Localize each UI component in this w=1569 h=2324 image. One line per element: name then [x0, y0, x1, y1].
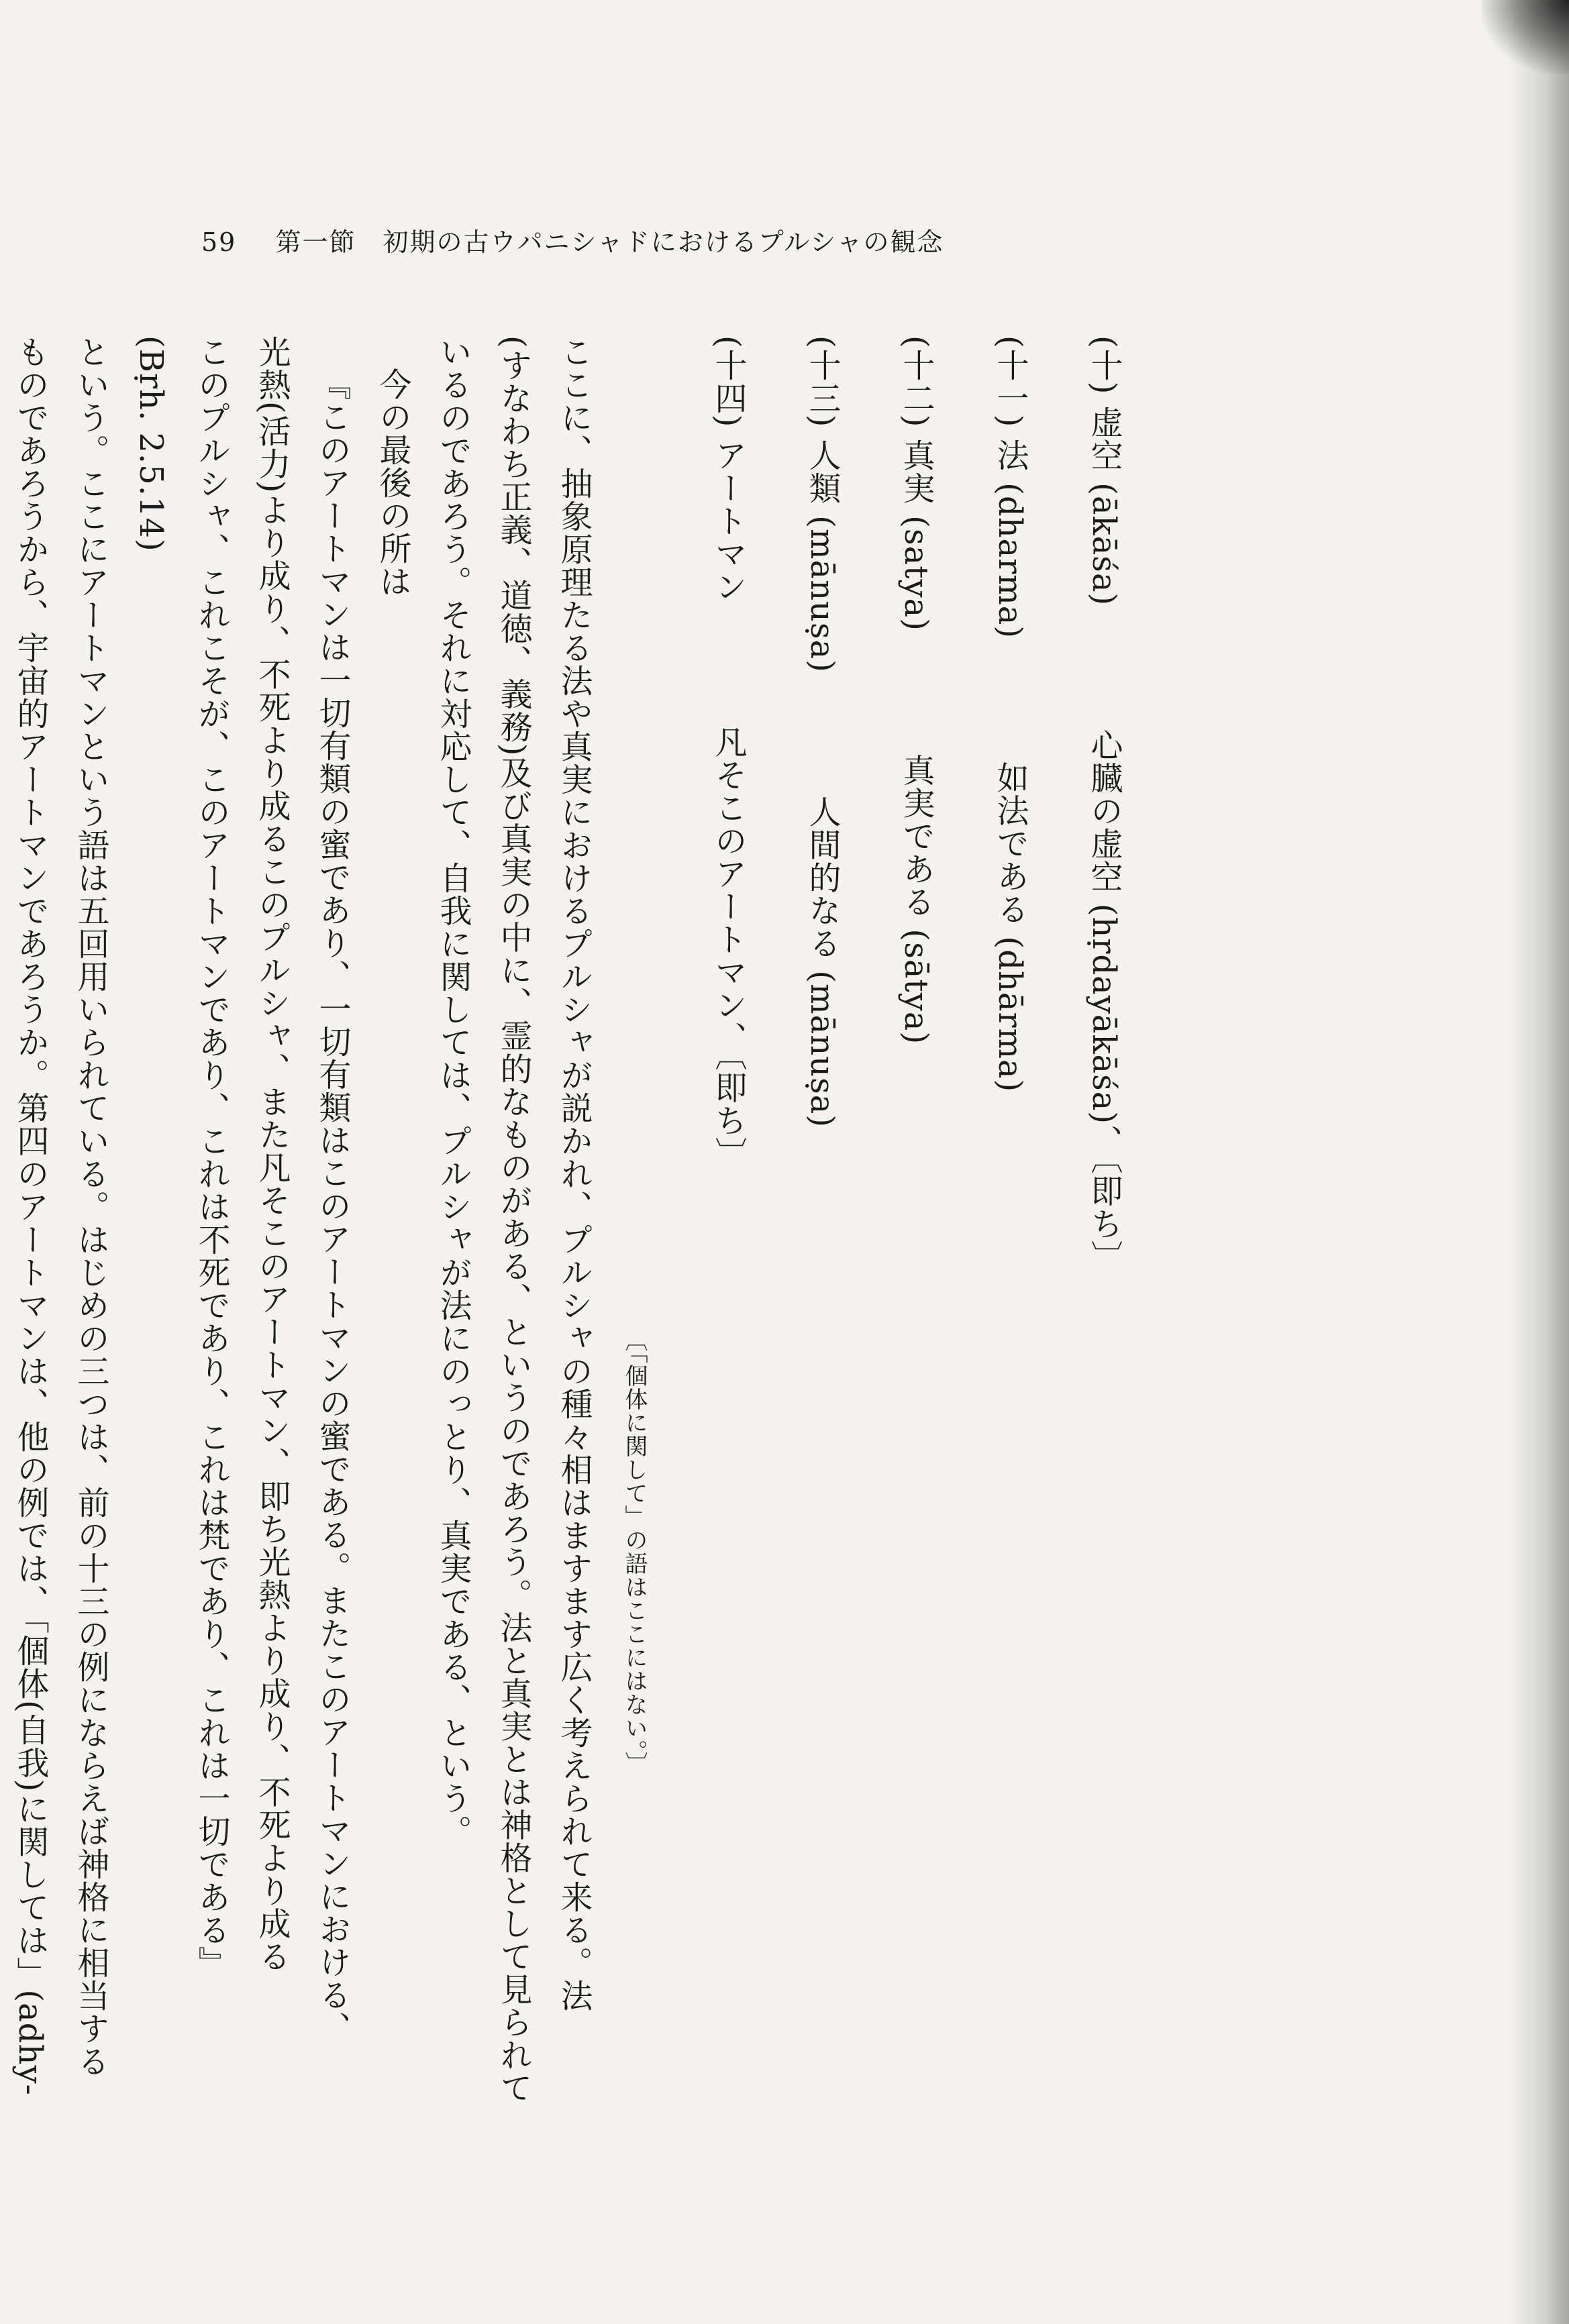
- body-line: (すなわち正義、道徳、義務)及び真実の中に、霊的なものがある、というのであろう。法と真実とは神格として見られて: [495, 335, 532, 2105]
- vertical-text-block: [11, 335, 1134, 2105]
- page-edge-shadow: [1509, 0, 1569, 2324]
- body-line: 今の最後の所は: [374, 368, 411, 598]
- body-line: という。ここにアートマンという語は五回用いられている。はじめの三つは、前の十三の例にならえば神格に相当する: [72, 335, 109, 2078]
- list-item: (十一) 法 (dharma) 如法である (dhārma): [991, 335, 1029, 1093]
- list-item: (十二) 真実 (satya) 真実である (sātya): [897, 335, 935, 1045]
- body-line: いるのであろう。それに対応して、自我に関しては、プルシャが法にのっとり、真実である、という。: [434, 335, 472, 1848]
- list-item: (十三) 人類 (mānuṣa) 人間的なる (mānuṣa): [803, 335, 841, 1128]
- quote-line: 光熱(活力)より成り、不死より成るこのプルシャ、また凡そこのアートマン、即ち光熱より成り、不死より成る: [253, 335, 291, 1973]
- editorial-note: 〔「個体に関して」の語はここにはない。〕: [621, 1328, 648, 1775]
- scan-corner-shadow: [1482, 0, 1569, 74]
- citation: (Bṛh. 2.5.14): [132, 335, 170, 552]
- body-line: ここに、抽象原理たる法や真実におけるプルシャが説かれ、プルシャの種々相はますます広く考えられて来る。法: [555, 335, 593, 2012]
- section-title: 第一節 初期の古ウパニシャドにおけるプルシャの観念: [275, 227, 944, 257]
- quote-line: 『このアートマンは一切有類の蜜であり、一切有類はこのアートマンの蜜である。またこのアートマンにおける、: [313, 368, 351, 2044]
- list-item: (十) 虚空 (ākāśa) 心臓の虚空 (hṛdayākāśa)、〔即ち〕: [1085, 335, 1123, 1273]
- list-item: (十四) アートマン 凡そこのアートマン、〔即ち〕: [709, 335, 747, 1170]
- quote-line: このプルシャ、これこそが、このアートマンであり、これは不死であり、これは梵であり、これは一切である』: [193, 335, 230, 1979]
- body-line: ものであろうから、宇宙的アートマンであろうか。第四のアートマンは、他の例では、「個体(自我)に関しては」(adhy-: [11, 335, 49, 2096]
- running-head: [201, 221, 944, 258]
- page-number: 59: [201, 227, 237, 257]
